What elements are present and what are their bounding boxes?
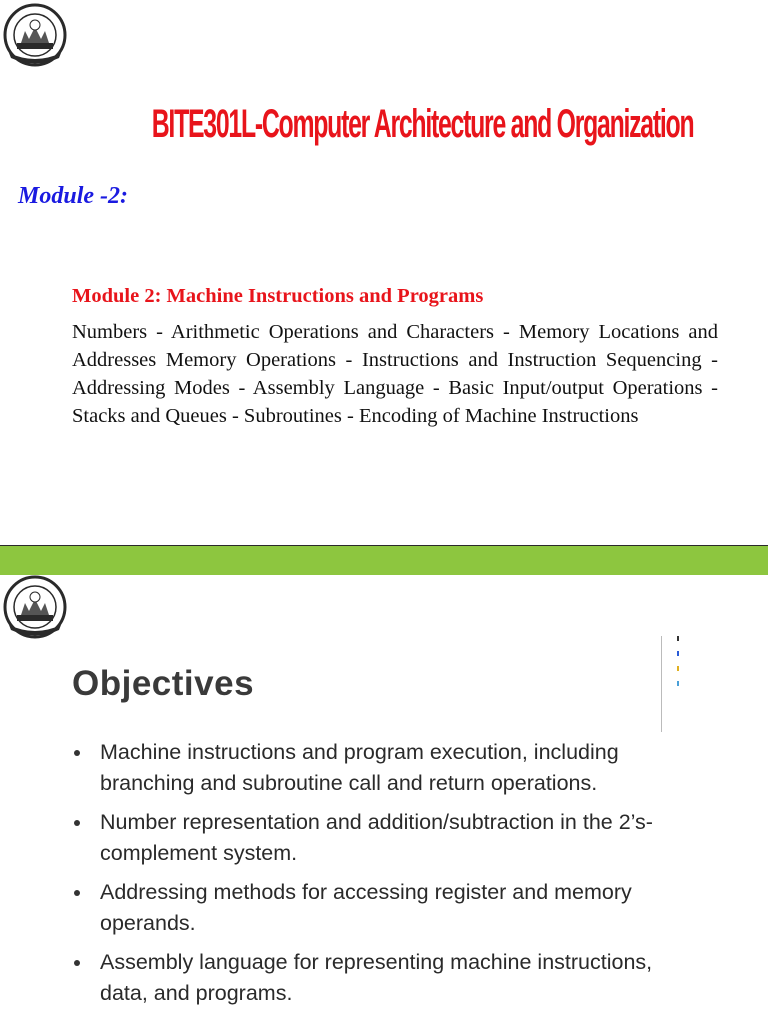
list-item: Assembly language for representing machine instructions, data, and programs. [72, 947, 692, 1009]
page-separator-band [0, 545, 768, 575]
module-description: Numbers - Arithmetic Operations and Characters - Memory Locations and Addresses Memory Operations - Instructions and Instruction Sequencing - Addressing Modes - Assembly Language - Basic Input/output Operations - Stacks and Queues - Subroutines - Encoding of Machine Instructions [72, 321, 718, 427]
slide-divider [661, 636, 662, 732]
list-item: Number representation and addition/subtraction in the 2’s-complement system. [72, 807, 692, 869]
slide-decoration-dots [677, 636, 680, 696]
list-item: Addressing methods for accessing register and memory operands. [72, 877, 692, 939]
module-heading: Module -2: [18, 183, 128, 209]
university-seal-icon [3, 3, 67, 67]
objectives-list [72, 737, 692, 1017]
list-item: Machine instructions and program execution, including branching and subroutine call and return operations. [72, 737, 692, 799]
university-seal-icon [3, 575, 67, 639]
course-title: BITE301L-Computer Architecture and Organization [151, 102, 694, 146]
module-title: Module 2: Machine Instructions and Programs [72, 285, 484, 307]
slide-title: Objectives [72, 664, 255, 703]
